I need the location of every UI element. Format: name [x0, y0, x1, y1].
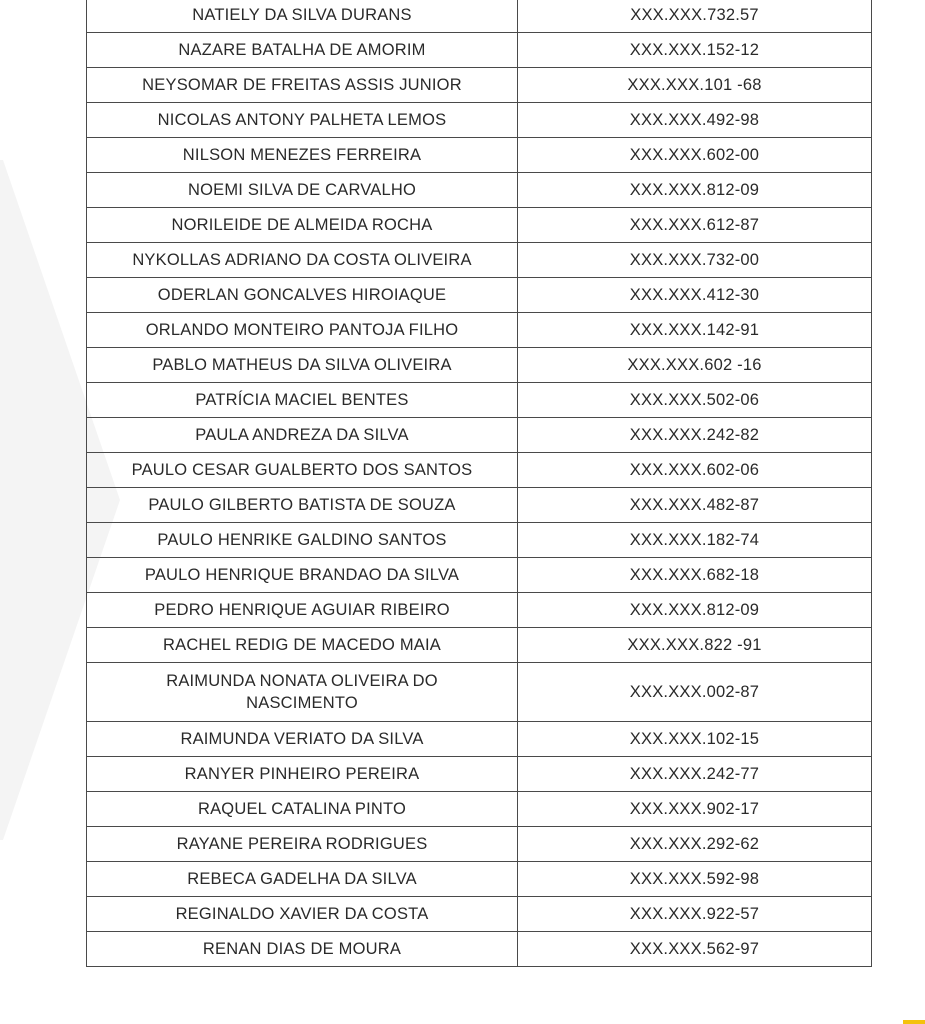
cpf-cell: XXX.XXX.822 -91 — [518, 628, 872, 663]
cpf-cell: XXX.XXX.102-15 — [518, 722, 872, 757]
table-row — [87, 383, 872, 418]
cpf-cell: XXX.XXX.812-09 — [518, 593, 872, 628]
name-cell: PEDRO HENRIQUE AGUIAR RIBEIRO — [87, 593, 518, 628]
table-row — [87, 792, 872, 827]
table-row — [87, 243, 872, 278]
corner-accent-mark — [903, 1020, 925, 1024]
cpf-cell: XXX.XXX.562-97 — [518, 932, 872, 967]
table-row — [87, 453, 872, 488]
name-cell: PAULO HENRIQUE BRANDAO DA SILVA — [87, 558, 518, 593]
name-cell: NORILEIDE DE ALMEIDA ROCHA — [87, 208, 518, 243]
cpf-cell: XXX.XXX.182-74 — [518, 523, 872, 558]
table-row — [87, 523, 872, 558]
name-cell: NAZARE BATALHA DE AMORIM — [87, 33, 518, 68]
cpf-cell: XXX.XXX.242-77 — [518, 757, 872, 792]
name-cell: RAIMUNDA VERIATO DA SILVA — [87, 722, 518, 757]
table-row — [87, 593, 872, 628]
name-cell: NOEMI SILVA DE CARVALHO — [87, 173, 518, 208]
table-row — [87, 628, 872, 663]
table-row — [87, 488, 872, 523]
table-row — [87, 173, 872, 208]
table-row — [87, 757, 872, 792]
names-table-container — [86, 0, 838, 967]
name-cell: PAULA ANDREZA DA SILVA — [87, 418, 518, 453]
name-cell: RANYER PINHEIRO PEREIRA — [87, 757, 518, 792]
name-cell: ODERLAN GONCALVES HIROIAQUE — [87, 278, 518, 313]
name-cell: NATIELY DA SILVA DURANS — [87, 0, 518, 33]
cpf-cell: XXX.XXX.492-98 — [518, 103, 872, 138]
name-cell: PAULO HENRIKE GALDINO SANTOS — [87, 523, 518, 558]
cpf-cell: XXX.XXX.482-87 — [518, 488, 872, 523]
name-cell: REGINALDO XAVIER DA COSTA — [87, 897, 518, 932]
name-cell: RAQUEL CATALINA PINTO — [87, 792, 518, 827]
table-row — [87, 558, 872, 593]
cpf-cell: XXX.XXX.922-57 — [518, 897, 872, 932]
table-row — [87, 0, 872, 33]
name-cell: PAULO GILBERTO BATISTA DE SOUZA — [87, 488, 518, 523]
table-row — [87, 313, 872, 348]
cpf-cell: XXX.XXX.242-82 — [518, 418, 872, 453]
name-cell: PABLO MATHEUS DA SILVA OLIVEIRA — [87, 348, 518, 383]
cpf-cell: XXX.XXX.812-09 — [518, 173, 872, 208]
table-row — [87, 138, 872, 173]
table-row — [87, 932, 872, 967]
names-table — [86, 0, 872, 967]
cpf-cell: XXX.XXX.732.57 — [518, 0, 872, 33]
cpf-cell: XXX.XXX.602 -16 — [518, 348, 872, 383]
name-cell: NYKOLLAS ADRIANO DA COSTA OLIVEIRA — [87, 243, 518, 278]
table-row — [87, 348, 872, 383]
cpf-cell: XXX.XXX.682-18 — [518, 558, 872, 593]
name-cell: NEYSOMAR DE FREITAS ASSIS JUNIOR — [87, 68, 518, 103]
name-cell — [87, 663, 518, 722]
cpf-cell: XXX.XXX.592-98 — [518, 862, 872, 897]
table-row — [87, 418, 872, 453]
name-cell: ORLANDO MONTEIRO PANTOJA FILHO — [87, 313, 518, 348]
table-row — [87, 68, 872, 103]
cpf-cell: XXX.XXX.612-87 — [518, 208, 872, 243]
cpf-cell: XXX.XXX.602-06 — [518, 453, 872, 488]
name-line-1: RAIMUNDA NONATA OLIVEIRA DO — [166, 672, 438, 690]
table-row — [87, 827, 872, 862]
name-cell: RAYANE PEREIRA RODRIGUES — [87, 827, 518, 862]
name-cell: PAULO CESAR GUALBERTO DOS SANTOS — [87, 453, 518, 488]
table-row — [87, 278, 872, 313]
cpf-cell: XXX.XXX.502-06 — [518, 383, 872, 418]
table-row — [87, 103, 872, 138]
table-row — [87, 208, 872, 243]
table-row — [87, 862, 872, 897]
table-row — [87, 33, 872, 68]
cpf-cell: XXX.XXX.142-91 — [518, 313, 872, 348]
table-row — [87, 663, 872, 722]
cpf-cell: XXX.XXX.292-62 — [518, 827, 872, 862]
names-table-body — [87, 0, 872, 967]
cpf-cell: XXX.XXX.412-30 — [518, 278, 872, 313]
cpf-cell: XXX.XXX.101 -68 — [518, 68, 872, 103]
name-cell: NICOLAS ANTONY PALHETA LEMOS — [87, 103, 518, 138]
cpf-cell: XXX.XXX.902-17 — [518, 792, 872, 827]
table-row — [87, 722, 872, 757]
name-cell: NILSON MENEZES FERREIRA — [87, 138, 518, 173]
cpf-cell: XXX.XXX.152-12 — [518, 33, 872, 68]
cpf-cell: XXX.XXX.002-87 — [518, 663, 872, 722]
name-line-2: NASCIMENTO — [246, 694, 358, 712]
cpf-cell: XXX.XXX.732-00 — [518, 243, 872, 278]
cpf-cell: XXX.XXX.602-00 — [518, 138, 872, 173]
name-cell: REBECA GADELHA DA SILVA — [87, 862, 518, 897]
name-cell: RACHEL REDIG DE MACEDO MAIA — [87, 628, 518, 663]
name-cell: PATRÍCIA MACIEL BENTES — [87, 383, 518, 418]
table-row — [87, 897, 872, 932]
name-cell: RENAN DIAS DE MOURA — [87, 932, 518, 967]
